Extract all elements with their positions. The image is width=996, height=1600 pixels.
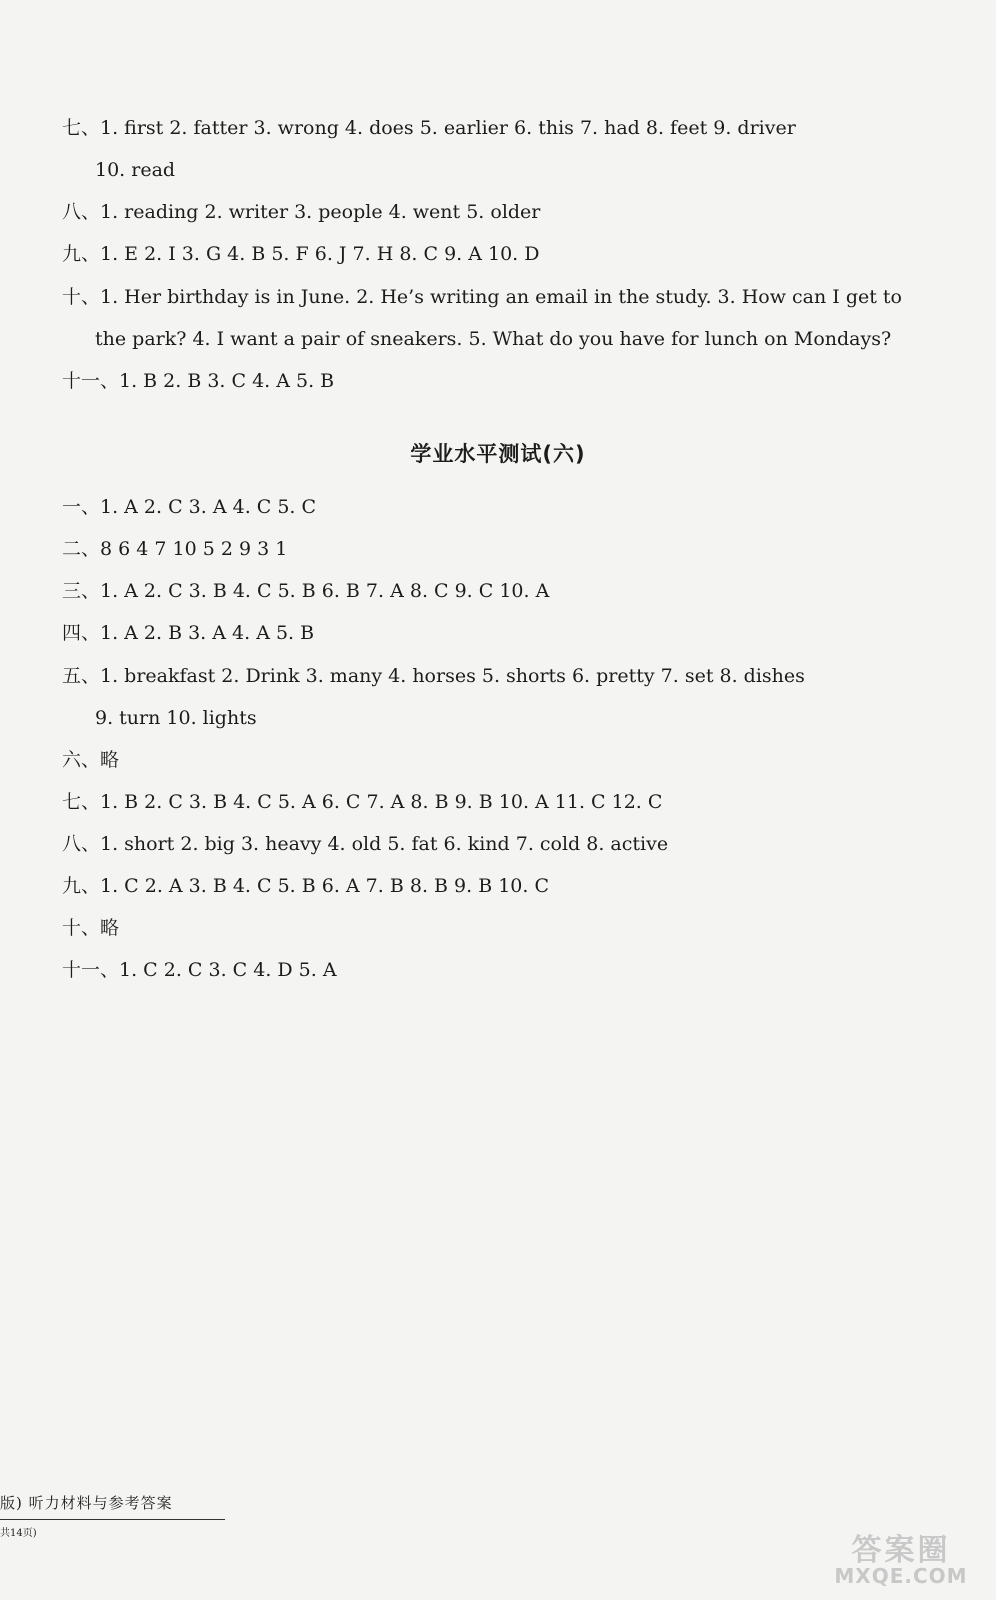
watermark-logo: [826, 1533, 976, 1588]
answer-line-q8: 八、1. reading 2. writer 3. people 4. went 5. older: [62, 201, 541, 223]
answer-line-q9: 九、1. E 2. I 3. G 4. B 5. F 6. J 7. H 8. C 9. A 10. D: [62, 243, 540, 265]
answer-line-s9: 九、1. C 2. A 3. B 4. C 5. B 6. A 7. B 8. B 9. B 10. C: [62, 875, 549, 897]
answer-line-q10: 十、1. Her birthday is in June. 2. He’s writing an email in the study. 3. How can I get to: [62, 286, 902, 308]
section-title: 学业水平测试(六): [410, 442, 586, 466]
footer-divider: [0, 1519, 225, 1520]
watermark-text: 答案圈: [851, 1533, 951, 1568]
answer-line-s8: 八、1. short 2. big 3. heavy 4. old 5. fat 6. kind 7. cold 8. active: [62, 833, 669, 855]
answer-line-q7: 七、1. first 2. fatter 3. wrong 4. does 5. earlier 6. this 7. had 8. feet 9. driver: [62, 117, 796, 139]
answer-line-s1: 一、1. A 2. C 3. A 4. C 5. C: [62, 496, 317, 518]
answer-line-s6: 六、略: [62, 749, 120, 771]
answer-line-q11: 十一、1. B 2. B 3. C 4. A 5. B: [62, 370, 335, 392]
answer-line-s10: 十、略: [62, 917, 120, 939]
watermark-url: MXQE.COM: [834, 1564, 968, 1588]
answer-line-q10-cont: the park? 4. I want a pair of sneakers. 5. What do you have for lunch on Mondays?: [95, 328, 892, 350]
answer-line-s7: 七、1. B 2. C 3. B 4. C 5. A 6. C 7. A 8. B 9. B 10. A 11. C 12. C: [62, 791, 663, 813]
answer-line-s2: 二、8 6 4 7 10 5 2 9 3 1: [62, 538, 288, 560]
answer-line-s3: 三、1. A 2. C 3. B 4. C 5. B 6. B 7. A 8. C 9. C 10. A: [62, 580, 550, 602]
answer-line-s11: 十一、1. C 2. C 3. C 4. D 5. A: [62, 959, 337, 981]
answer-line-s4: 四、1. A 2. B 3. A 4. A 5. B: [62, 622, 315, 644]
footer-page-count: 共14页): [0, 1528, 37, 1539]
answer-line-s5: 五、1. breakfast 2. Drink 3. many 4. horses 5. shorts 6. pretty 7. set 8. dishes: [62, 665, 805, 687]
footer-title: 版) 听力材料与参考答案: [0, 1494, 173, 1512]
answer-line-q7-cont: 10. read: [95, 159, 176, 181]
answer-line-s5-cont: 9. turn 10. lights: [95, 707, 257, 729]
